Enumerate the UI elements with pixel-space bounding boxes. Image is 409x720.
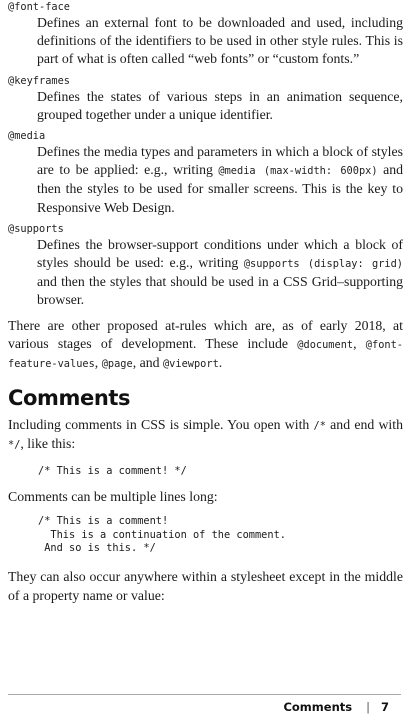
at-rule-term: @supports bbox=[8, 222, 64, 235]
inline-code: @supports (display: grid) bbox=[243, 258, 403, 271]
at-rule-item bbox=[8, 129, 403, 217]
footer-separator: | bbox=[366, 700, 370, 714]
at-rule-definition bbox=[37, 143, 403, 217]
text-run: There are other proposed at-rules which are, as of early 2018, at various stages of development. These include bbox=[8, 317, 403, 351]
at-rule-list bbox=[8, 0, 403, 310]
text-run: , like this: bbox=[20, 436, 76, 452]
text-run: Defines an external font to be downloaded and used, including definitions of the identifiers to be used in other style rules. This is part of what is often called “web fonts” or “custom fonts.” bbox=[37, 15, 403, 67]
comments-anywhere-paragraph: They can also occur anywhere within a stylesheet except in the middle of a property name or value: bbox=[8, 569, 403, 603]
at-rule-term: @keyframes bbox=[8, 74, 70, 87]
text-run: , bbox=[94, 355, 102, 371]
at-rule-definition bbox=[37, 88, 403, 124]
inline-code: */ bbox=[8, 439, 21, 452]
text-run: . bbox=[218, 355, 223, 371]
inline-code: /* bbox=[313, 420, 326, 433]
text-run: , bbox=[353, 335, 366, 351]
at-rule-term: @font-face bbox=[8, 1, 70, 13]
inline-code: @page bbox=[101, 358, 133, 371]
at-rule-term: @media bbox=[8, 130, 46, 143]
at-rule-item bbox=[8, 222, 403, 310]
at-rule-item bbox=[8, 74, 403, 124]
page-content bbox=[8, 0, 403, 605]
page-footer bbox=[283, 700, 389, 714]
at-rule-definition bbox=[37, 236, 403, 310]
footer-divider bbox=[8, 694, 401, 695]
text-run: Including comments in CSS is simple. You open with bbox=[8, 417, 314, 433]
text-run: Defines the states of various steps in an animation sequence, grouped together under a unique identifier. bbox=[37, 88, 403, 122]
inline-code: @viewport bbox=[162, 358, 219, 371]
text-run: and end with bbox=[325, 417, 403, 433]
inline-code: @document bbox=[297, 338, 354, 351]
footer-section-title: Comments bbox=[283, 700, 353, 714]
section-heading: Comments bbox=[8, 386, 131, 411]
inline-code: @font-feature-values bbox=[8, 338, 403, 371]
page-number: 7 bbox=[380, 700, 389, 714]
text-run: Defines the media types and parameters in which a block of styles are to be applied: e.g., writing bbox=[37, 144, 403, 178]
text-run: Defines the browser-support conditions under which a block of styles should be used: e.g., writing bbox=[37, 236, 403, 271]
other-at-rules-paragraph bbox=[8, 317, 403, 374]
at-rule-item bbox=[8, 0, 403, 69]
code-example-multi-line: /* This is a comment! This is a continuation of the comment. And so is this. */ bbox=[38, 515, 286, 555]
multiline-comments-paragraph: Comments can be multiple lines long: bbox=[8, 489, 218, 505]
inline-code: @media (max-width: 600px) bbox=[218, 165, 378, 178]
code-example-single-line: /* This is a comment! */ bbox=[38, 464, 187, 477]
text-run: and then the styles that should be used in a CSS Grid–supporting browser. bbox=[37, 274, 403, 308]
text-run: , and bbox=[132, 355, 163, 371]
comments-intro-paragraph bbox=[8, 416, 403, 454]
text-run: and then the styles to be used for smaller screens. This is the key to Responsive Web Design. bbox=[37, 162, 403, 215]
at-rule-definition bbox=[37, 14, 403, 69]
